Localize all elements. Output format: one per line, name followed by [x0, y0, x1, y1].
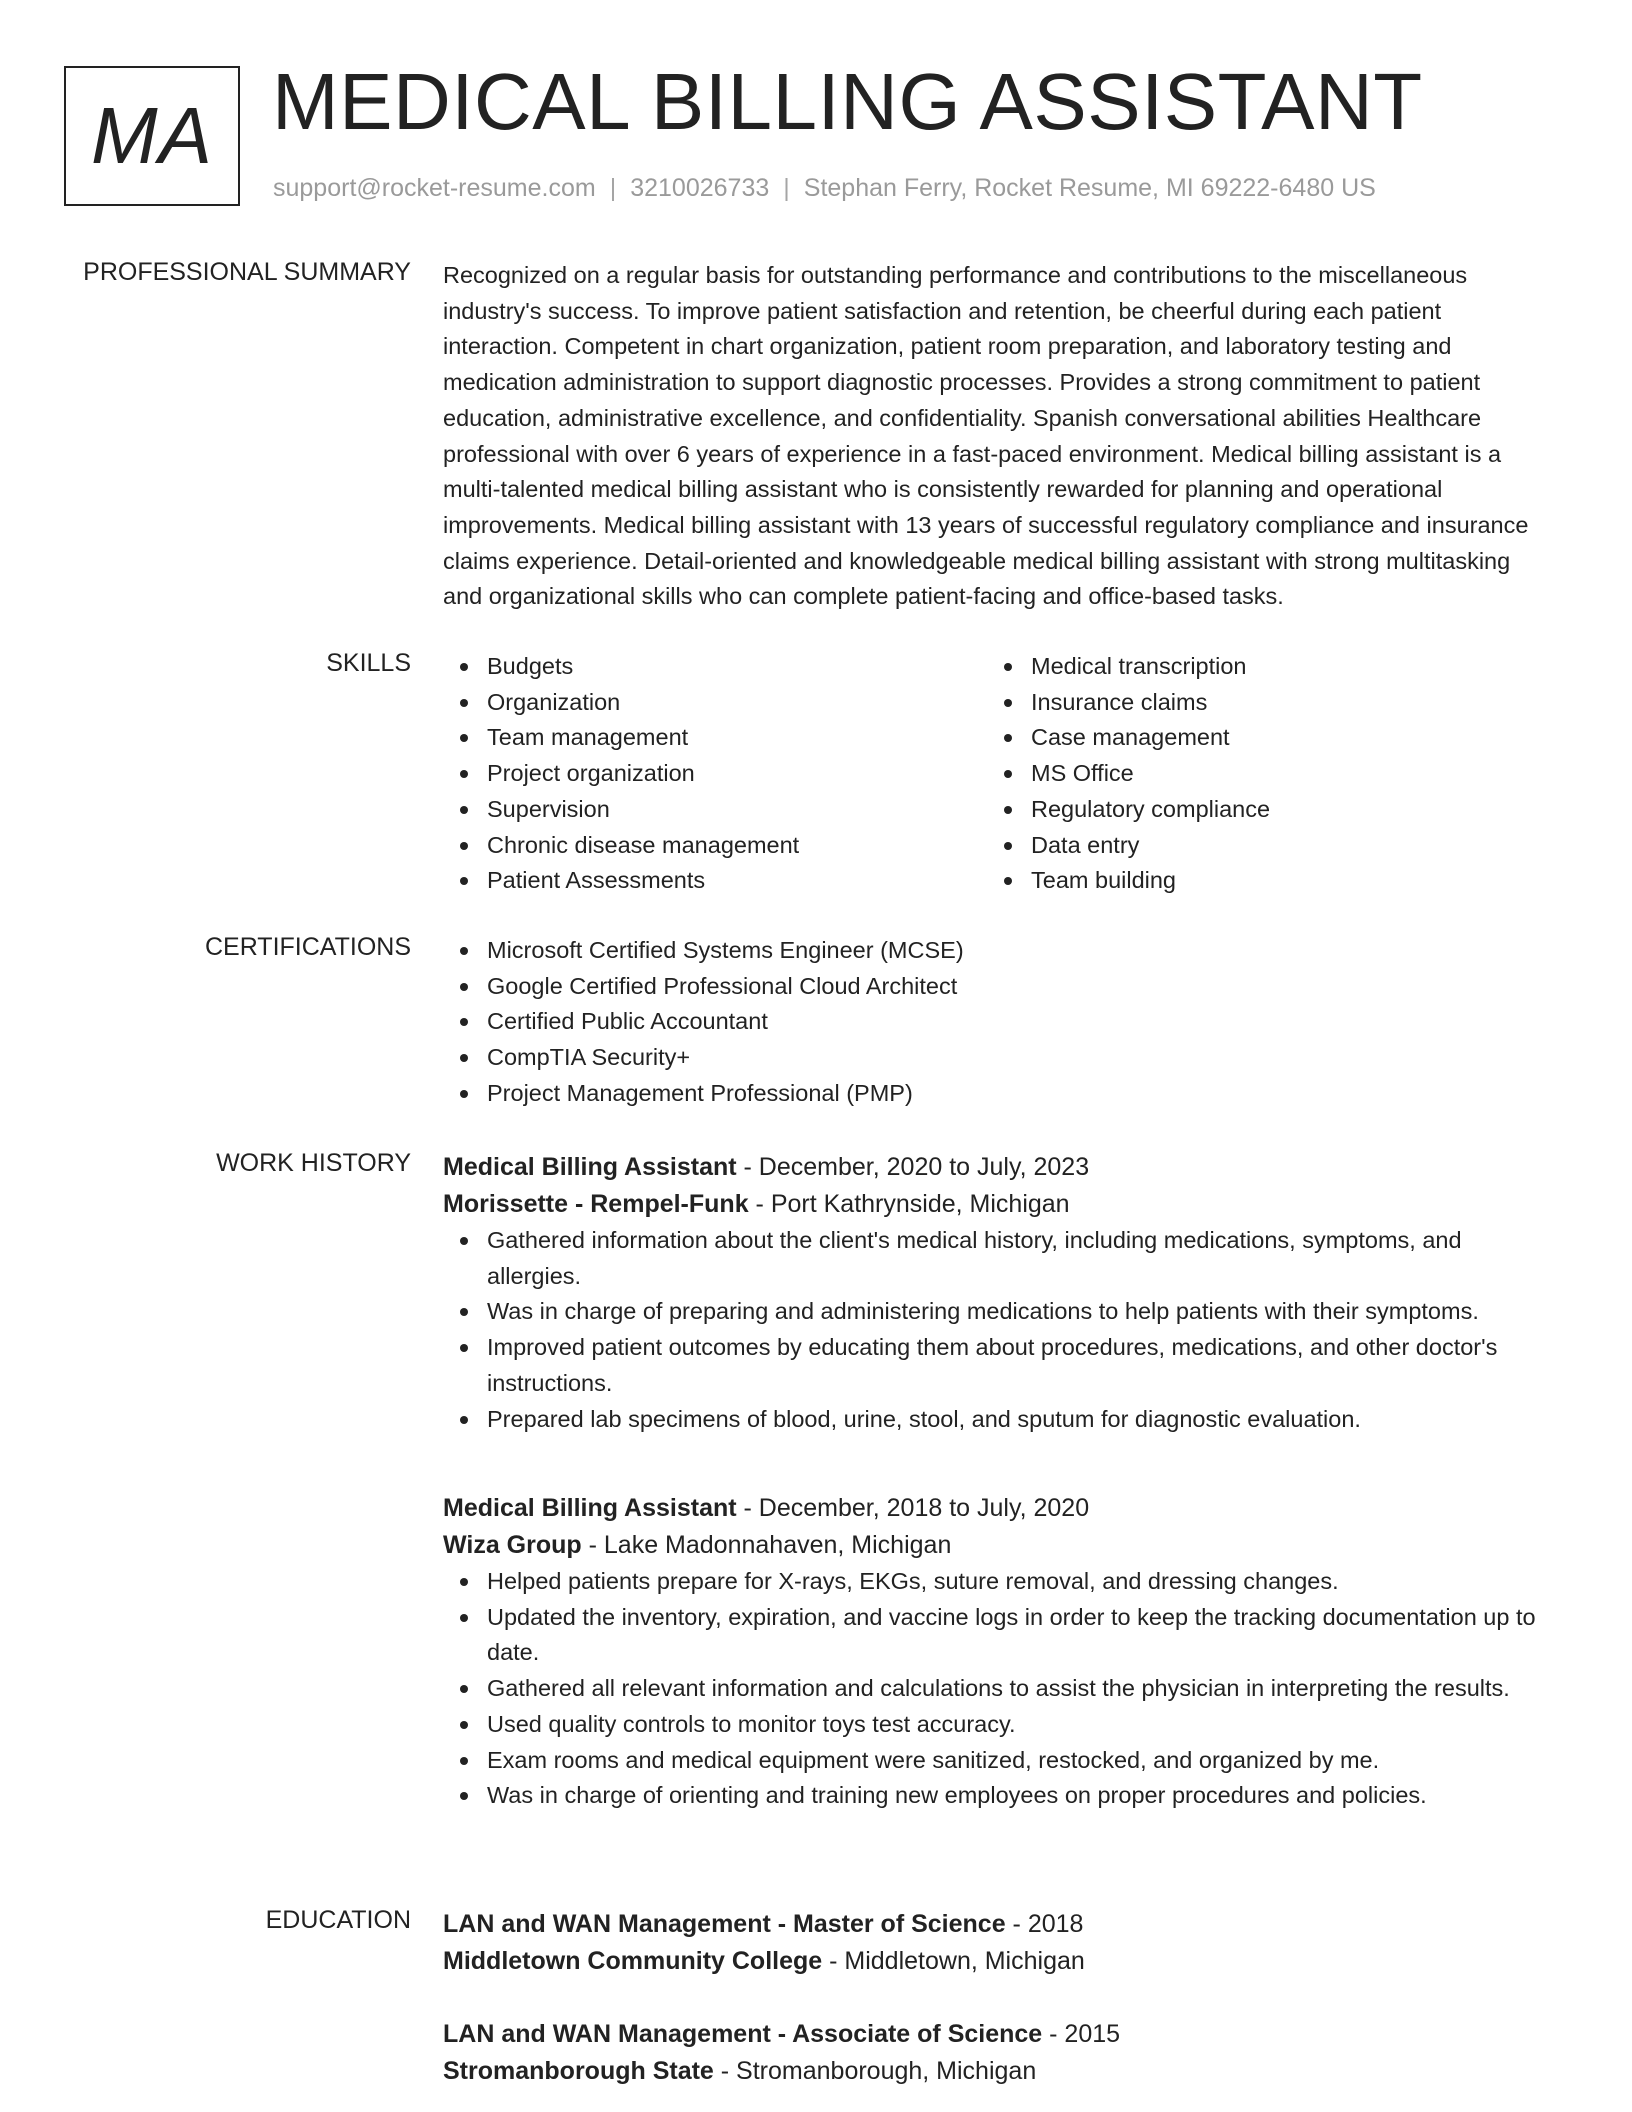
degree-name: LAN and WAN Management - Associate of Science — [443, 2020, 1043, 2048]
education-entry — [443, 2016, 1553, 2090]
contact-separator: | — [783, 174, 790, 202]
job-duty: Exam rooms and medical equipment were sanitized, restocked, and organized by me. — [443, 1743, 1553, 1779]
skill-item: MS Office — [987, 756, 1531, 792]
skill-item: Team management — [443, 720, 987, 756]
certifications-section — [443, 933, 1553, 1112]
skill-item: Organization — [443, 685, 987, 721]
school-line — [443, 2053, 1553, 2090]
contact-separator: | — [609, 174, 617, 202]
job-title: Medical Billing Assistant — [443, 1153, 737, 1181]
job-company-line — [443, 1186, 1553, 1223]
school-location: - Middletown, Michigan — [822, 1947, 1085, 1975]
monogram-box — [64, 66, 240, 206]
school-line — [443, 1943, 1553, 1980]
summary-text: Recognized on a regular basis for outstanding performance and contributions to the miscellaneous industry's success. To improve patient satisfaction and retention, be cheerful during each patient interaction. Competent in chart organization, patient room preparation, and laboratory testing and medication administration to support diagnostic processes. Provides a strong commitment to patient education, administrative excellence, and confidentiality. Spanish conversational abilities Healthcare professional with over 6 years of experience in a fast-paced environment. Medical billing assistant is a multi-talented medical billing assistant who is consistently rewarded for planning and operational improvements. Medical billing assistant with 13 years of successful regulatory compliance and insurance claims experience. Detail-oriented and knowledgeable medical billing assistant with strong multitasking and organizational skills who can complete patient-facing and office-based tasks. — [443, 262, 1529, 610]
skill-item: Insurance claims — [987, 685, 1531, 721]
certifications-heading: CERTIFICATIONS — [204, 933, 411, 961]
job-duty: Prepared lab specimens of blood, urine, stool, and sputum for diagnostic evaluation. — [443, 1402, 1553, 1438]
skills-heading: SKILLS — [326, 649, 411, 677]
job-company: Morissette - Rempel-Funk — [443, 1190, 749, 1218]
skill-item: Data entry — [987, 828, 1531, 864]
job-duty: Gathered information about the client's medical history, including medications, symptoms, and allergies. — [443, 1223, 1553, 1294]
job-duty: Gathered all relevant information and calculations to assist the physician in interpreting the results. — [443, 1671, 1553, 1707]
job-duty: Used quality controls to monitor toys test accuracy. — [443, 1707, 1553, 1743]
education-heading: EDUCATION — [265, 1906, 411, 1934]
job-duty: Was in charge of preparing and administering medications to help patients with their symptoms. — [443, 1294, 1553, 1330]
job-duties-list — [443, 1564, 1553, 1814]
job-location: - Port Kathrynside, Michigan — [748, 1190, 1070, 1218]
job-company: Wiza Group — [443, 1531, 582, 1559]
job-duty: Was in charge of orienting and training new employees on proper procedures and policies. — [443, 1778, 1553, 1814]
job-title-line — [443, 1149, 1553, 1186]
skill-item: Patient Assessments — [443, 863, 987, 899]
degree-line — [443, 2016, 1553, 2053]
school-name: Stromanborough State — [443, 2057, 714, 2085]
skills-section — [443, 649, 1553, 899]
degree-line — [443, 1906, 1553, 1943]
skills-list-left — [443, 649, 987, 899]
skill-item: Medical transcription — [987, 649, 1531, 685]
job-duty: Updated the inventory, expiration, and vaccine logs in order to keep the tracking documentation up to date. — [443, 1600, 1553, 1671]
job-dates: - December, 2018 to July, 2020 — [736, 1494, 1090, 1522]
contact-address: Stephan Ferry, Rocket Resume, MI 69222-6480 US — [803, 174, 1376, 202]
school-location: - Stromanborough, Michigan — [713, 2057, 1037, 2085]
contact-phone: 3210026733 — [630, 174, 770, 202]
job-title: Medical Billing Assistant — [443, 1494, 737, 1522]
certification-item: Microsoft Certified Systems Engineer (MCSE) — [443, 933, 1553, 969]
monogram-initials: MA — [91, 91, 213, 180]
job-dates: - December, 2020 to July, 2023 — [736, 1153, 1090, 1181]
degree-year: - 2015 — [1042, 2020, 1121, 2048]
certification-item: Google Certified Professional Cloud Architect — [443, 969, 1553, 1005]
job-duty: Improved patient outcomes by educating them about procedures, medications, and other doctor's instructions. — [443, 1330, 1553, 1401]
skill-item: Supervision — [443, 792, 987, 828]
job-duty: Helped patients prepare for X-rays, EKGs, suture removal, and dressing changes. — [443, 1564, 1553, 1600]
job-location: - Lake Madonnahaven, Michigan — [581, 1531, 952, 1559]
job-title-line — [443, 1490, 1553, 1527]
skills-list-right — [987, 649, 1531, 899]
skill-item: Regulatory compliance — [987, 792, 1531, 828]
job-company-line — [443, 1527, 1553, 1564]
skill-item: Case management — [987, 720, 1531, 756]
skill-item: Budgets — [443, 649, 987, 685]
certification-item: Project Management Professional (PMP) — [443, 1076, 1553, 1112]
certifications-list — [443, 933, 1553, 1112]
school-name: Middletown Community College — [443, 1947, 823, 1975]
degree-name: LAN and WAN Management - Master of Science — [443, 1910, 1006, 1938]
job-entry — [443, 1490, 1553, 1814]
contact-line — [273, 174, 1376, 203]
contact-email: support@rocket-resume.com — [273, 174, 596, 202]
certification-item: CompTIA Security+ — [443, 1040, 1553, 1076]
certification-item: Certified Public Accountant — [443, 1004, 1553, 1040]
education-entry — [443, 1906, 1553, 1980]
job-duties-list — [443, 1223, 1553, 1437]
skill-item: Team building — [987, 863, 1531, 899]
skill-item: Chronic disease management — [443, 828, 987, 864]
job-entry — [443, 1149, 1553, 1437]
work-history-heading: WORK HISTORY — [216, 1149, 411, 1177]
summary-heading: PROFESSIONAL SUMMARY — [83, 258, 411, 286]
skill-item: Project organization — [443, 756, 987, 792]
resume-title: MEDICAL BILLING ASSISTANT — [272, 57, 1423, 146]
degree-year: - 2018 — [1005, 1910, 1084, 1938]
